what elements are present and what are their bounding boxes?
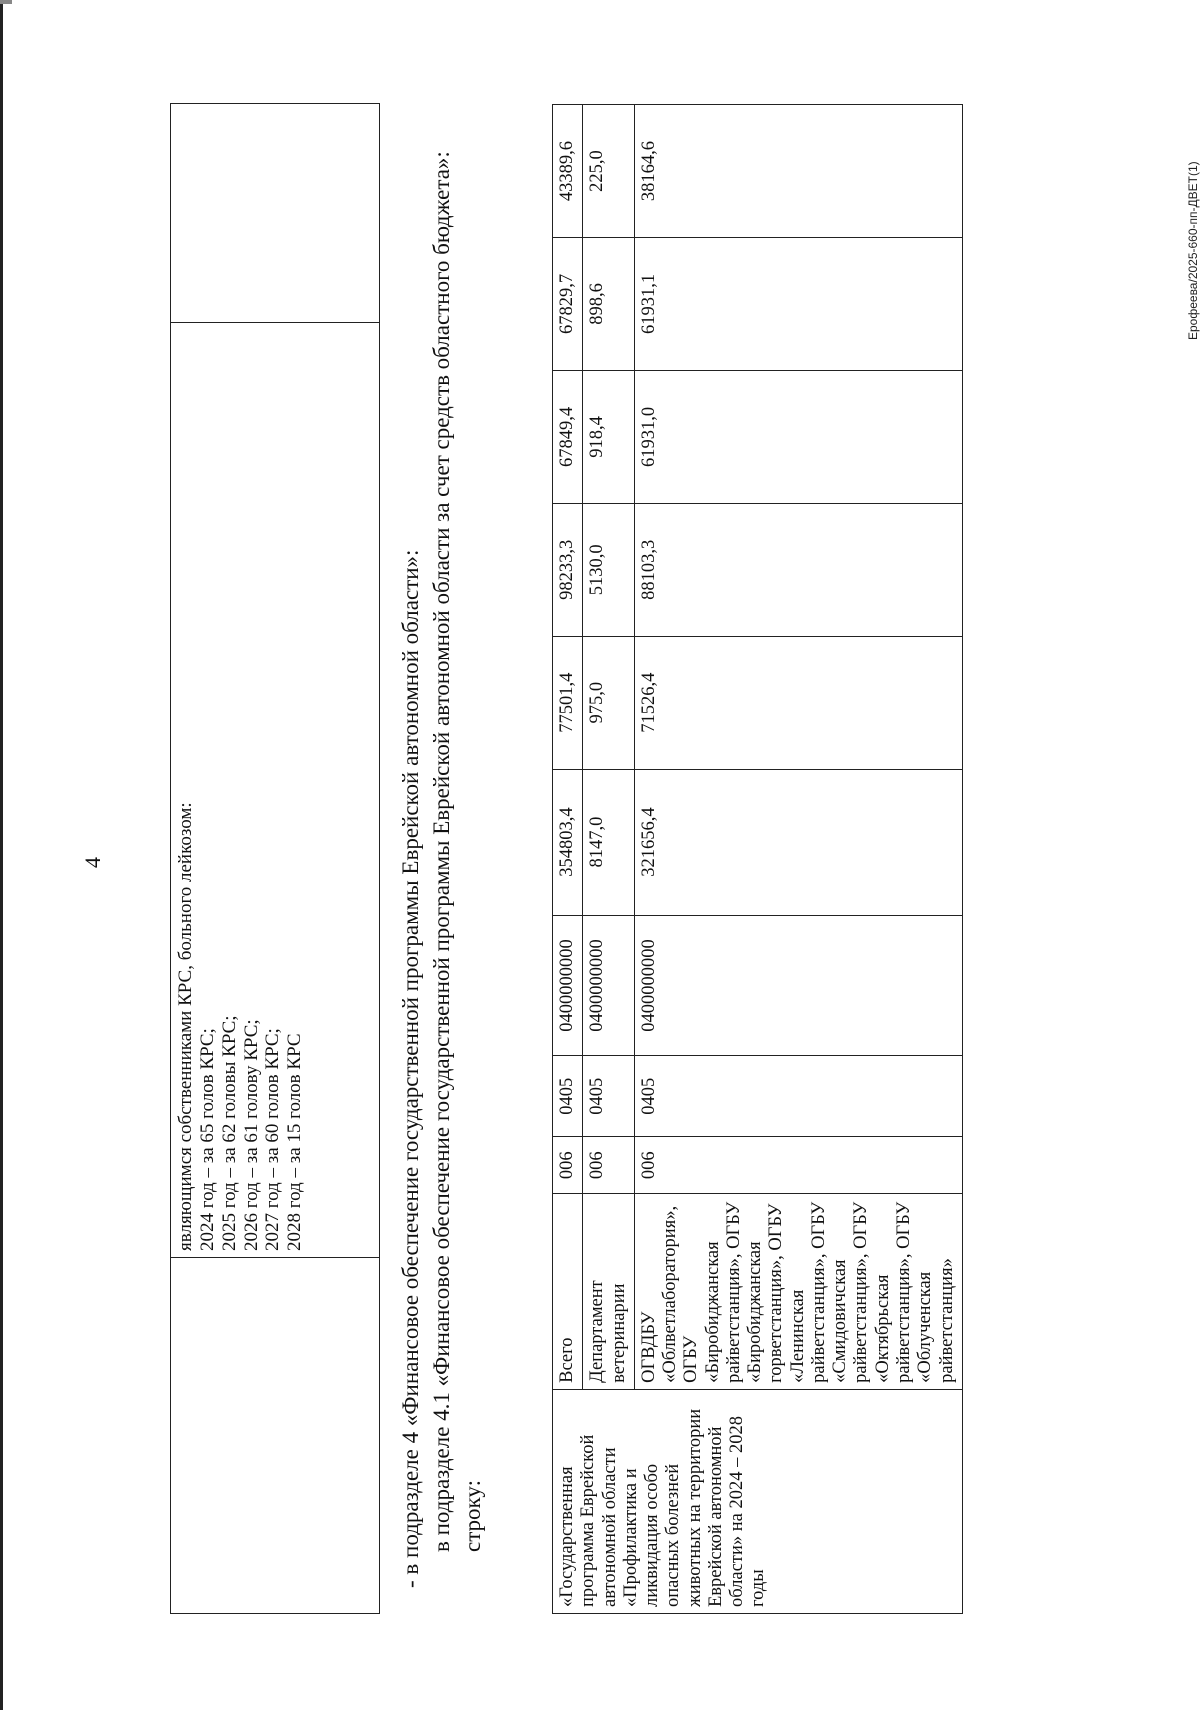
financing-table — [552, 104, 963, 1614]
rzpr-cell: 0405 — [583, 1056, 635, 1137]
year-2027-cell: 61931,1 — [634, 238, 962, 371]
empty-cell — [171, 1258, 380, 1614]
total-cell: 354803,4 — [553, 769, 583, 915]
year-2026-cell: 918,4 — [583, 370, 635, 503]
paragraph-row-label: строку: — [460, 1480, 485, 1552]
year-2028-cell: 225,0 — [583, 105, 635, 238]
empty-cell — [171, 104, 380, 323]
document-code: Ерофеева/2025-660-пп-ДВЕТ(1) — [1186, 161, 1200, 340]
rzpr-cell: 0405 — [553, 1056, 583, 1137]
paragraph-subsection-4-1: в подразделе 4.1 «Финансовое обеспечение государственной программы Еврейской автономной области за счет средств областного бюджета»: — [429, 151, 454, 1552]
total-cell: 8147,0 — [583, 769, 635, 915]
table-row — [583, 105, 635, 1614]
csr-cell: 0400000000 — [553, 915, 583, 1056]
year-2025-cell: 5130,0 — [583, 503, 635, 636]
grbs-cell: 006 — [583, 1137, 635, 1194]
executor-cell: ОГВДБУ «Облветлаборатория», ОГБУ «Биробиджанская райветстанция», ОГБУ «Биробиджанская горветстанция», ОГБУ «Ленинская райветстанция», ОГБУ «Смидовичская райветстанция», ОГБУ «Октябрьская райветстанция», ОГБУ «Облученская райветстанция» — [634, 1194, 962, 1389]
table-row — [553, 105, 583, 1614]
year-2024-cell: 71526,4 — [634, 636, 962, 769]
executor-cell: Департамент ветеринарии — [583, 1194, 635, 1389]
page-number: 4 — [80, 857, 105, 868]
grbs-cell: 006 — [634, 1137, 962, 1194]
amendment-text — [395, 94, 488, 1614]
program-name-cell: «Государственная программа Еврейской автономной области «Профилактика и ликвидация особо опасных болезней животных на территории Еврейской автономной области» на 2024 – 2028 годы — [553, 1389, 963, 1613]
year-2027-cell: 898,6 — [583, 238, 635, 371]
year-line: 2027 год – за 60 голов КРС; — [262, 1028, 284, 1251]
year-2025-cell: 88103,3 — [634, 503, 962, 636]
year-2024-cell: 975,0 — [583, 636, 635, 769]
previous-table-fragment — [170, 103, 380, 1614]
grbs-cell: 006 — [553, 1137, 583, 1194]
livestock-compensation-cell — [171, 323, 380, 1258]
year-line: 2026 год – за 61 голову КРС; — [240, 1019, 262, 1251]
year-2028-cell: 43389,6 — [553, 105, 583, 238]
compensation-intro: являющимся собственниками КРС, больного лейкозом: — [175, 802, 196, 1251]
year-2026-cell: 61931,0 — [634, 370, 962, 503]
total-cell: 321656,4 — [634, 769, 962, 915]
csr-cell: 0400000000 — [583, 915, 635, 1056]
year-2026-cell: 67849,4 — [553, 370, 583, 503]
year-line: 2028 год – за 15 голов КРС — [284, 1033, 306, 1251]
year-2027-cell: 67829,7 — [553, 238, 583, 371]
rzpr-cell: 0405 — [634, 1056, 962, 1137]
year-2028-cell: 38164,6 — [634, 105, 962, 238]
year-line: 2024 год – за 65 голов КРС; — [196, 1028, 218, 1251]
year-2025-cell: 98233,3 — [553, 503, 583, 636]
year-2024-cell: 77501,4 — [553, 636, 583, 769]
table-row — [634, 105, 962, 1614]
paragraph-subsection-4: - в подразделе 4 «Финансовое обеспечение государственной программы Еврейской автономной области»: — [398, 549, 423, 1588]
executor-cell: Всего — [553, 1194, 583, 1389]
csr-cell: 0400000000 — [634, 915, 962, 1056]
year-line: 2025 год – за 62 головы КРС; — [218, 1015, 240, 1251]
